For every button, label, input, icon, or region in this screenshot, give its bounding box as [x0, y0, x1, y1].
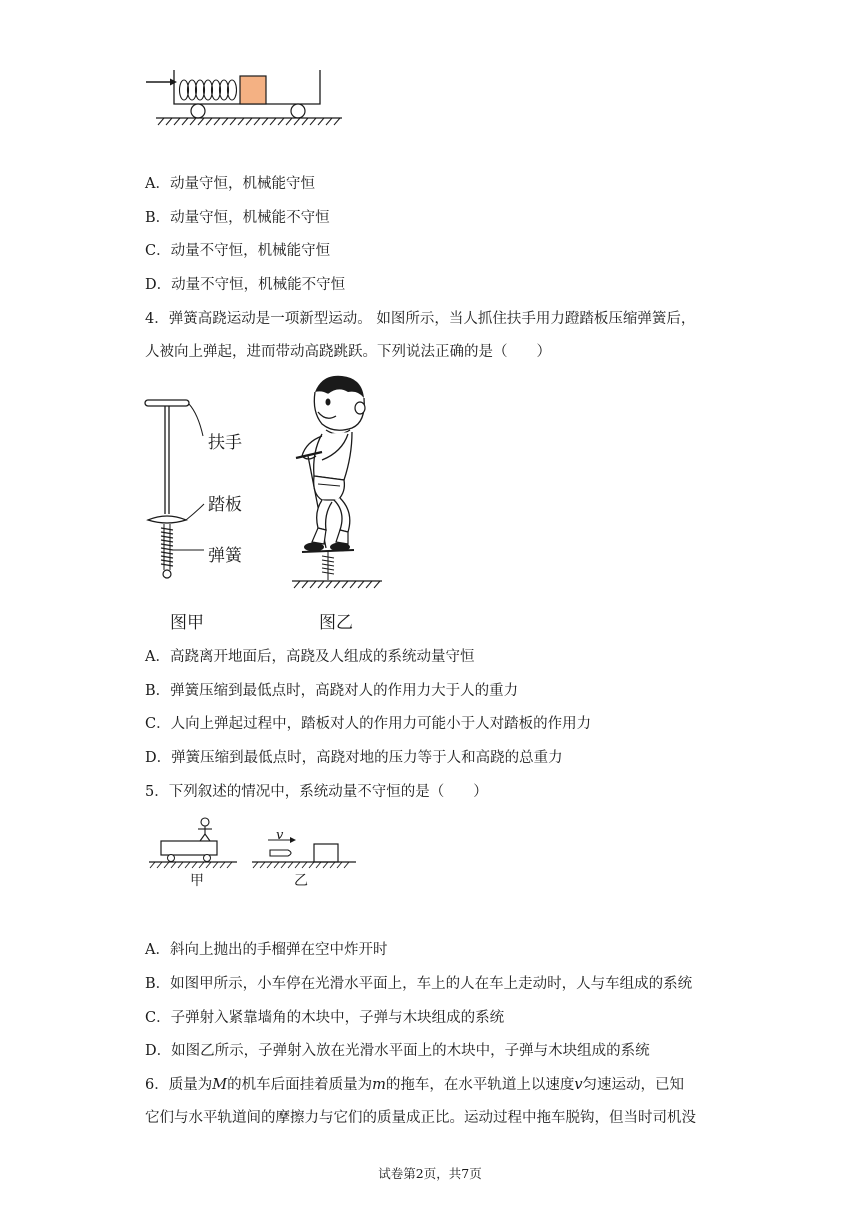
- q4-stem-line2: 人被向上弹起，进而带动高跷跳跃。下列说法正确的是（ ）: [145, 344, 551, 360]
- q4-option-d: D．弹簧压缩到最低点时，高跷对地的压力等于人和高跷的总重力: [145, 750, 563, 766]
- q6-var-v: v: [574, 1077, 583, 1093]
- q6-text-2: 的机车后面挂着质量为: [227, 1077, 373, 1093]
- label-q5-fig-b: 乙: [294, 873, 308, 889]
- q5-option-a: A．斜向上抛出的手榴弹在空中炸开时: [145, 942, 388, 958]
- label-velocity: v: [276, 828, 284, 843]
- label-pedal: 踏板: [208, 495, 242, 515]
- cart-spring-figure: [140, 64, 350, 128]
- q6-text-1: 6．质量为: [145, 1077, 213, 1093]
- label-spring: 弹簧: [208, 546, 242, 566]
- q4-option-a: A．高跷离开地面后，高跷及人组成的系统动量守恒: [145, 649, 475, 665]
- q3-option-a: A．动量守恒，机械能守恒: [145, 176, 315, 192]
- q6-stem-line1: [145, 1075, 684, 1095]
- q5-option-d: D．如图乙所示，子弹射入放在光滑水平面上的木块中，子弹与木块组成的系统: [145, 1043, 650, 1059]
- q6-stem-line2: 它们与水平轨道间的摩擦力与它们的质量成正比。运动过程中拖车脱钩，但当时司机没: [145, 1110, 696, 1126]
- label-fig-b: 图乙: [319, 613, 353, 633]
- q4-option-c: C．人向上弹起过程中，踏板对人的作用力可能小于人对踏板的作用力: [145, 716, 592, 732]
- q3-option-d: D．动量不守恒，机械能不守恒: [145, 277, 346, 293]
- label-handle: 扶手: [208, 433, 242, 453]
- label-q5-fig-a: 甲: [190, 873, 204, 889]
- q5-option-b: B．如图甲所示，小车停在光滑水平面上，车上的人在车上走动时，人与车组成的系统: [145, 976, 693, 992]
- bullet-block-figure: [248, 826, 360, 874]
- person-on-cart-figure: [145, 814, 245, 874]
- q6-var-m: m: [372, 1077, 386, 1093]
- q3-option-c: C．动量不守恒，机械能守恒: [145, 243, 331, 259]
- label-fig-a: 图甲: [170, 613, 204, 633]
- page-footer: 试卷第2页，共7页: [378, 1166, 482, 1181]
- child-on-pogo-figure: [282, 372, 390, 594]
- q6-text-4: 匀速运动，已知: [582, 1077, 685, 1093]
- q6-text-3: 的拖车，在水平轨道上以速度: [385, 1077, 575, 1093]
- q5-option-c: C．子弹射入紧靠墙角的木块中，子弹与木块组成的系统: [145, 1010, 505, 1026]
- q6-var-M: M: [212, 1077, 228, 1093]
- q4-option-b: B．弹簧压缩到最低点时，高跷对人的作用力大于人的重力: [145, 683, 519, 699]
- q4-stem-line1: 4．弹簧高跷运动是一项新型运动。 如图所示，当人抓住扶手用力蹬踏板压缩弹簧后，: [145, 311, 696, 327]
- q5-stem: 5．下列叙述的情况中，系统动量不守恒的是（ ）: [145, 784, 488, 800]
- q3-option-b: B．动量守恒，机械能不守恒: [145, 210, 330, 226]
